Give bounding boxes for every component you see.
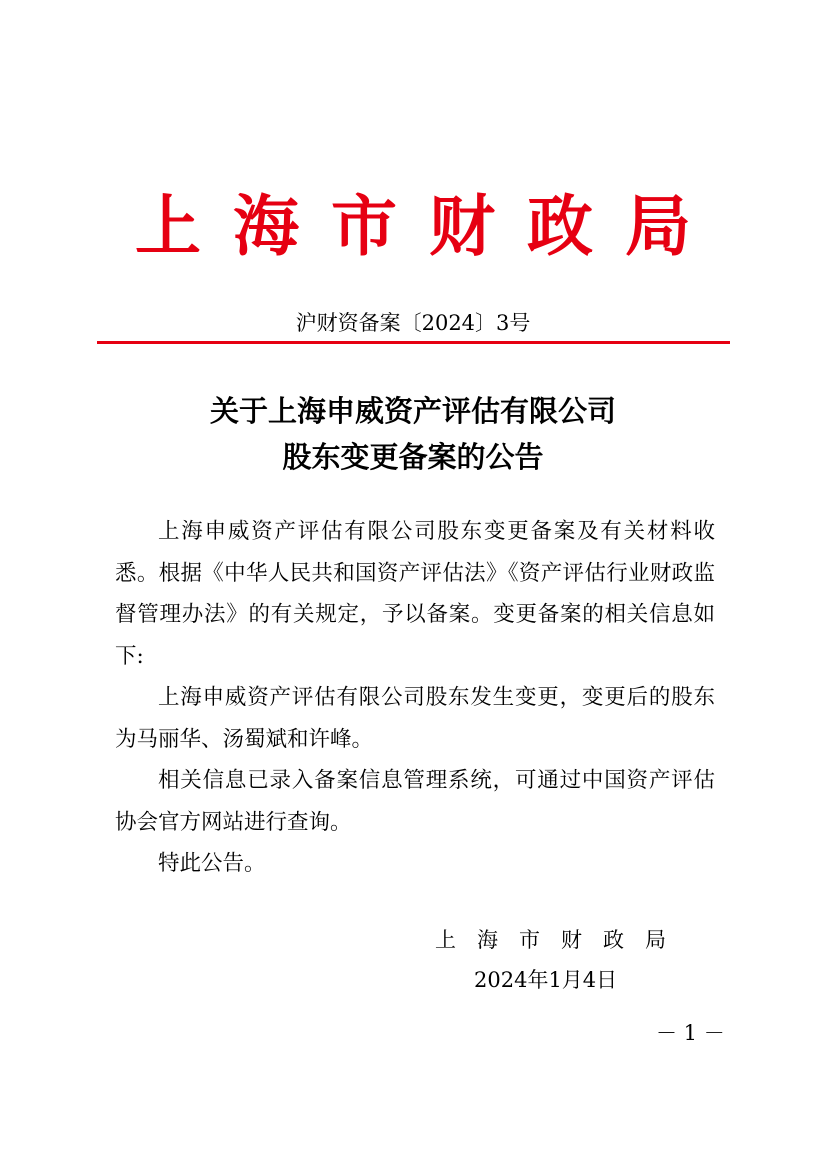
body-paragraph: 相关信息已录入备案信息管理系统，可通过中国资产评估协会官方网站进行查询。	[115, 768, 715, 835]
body-paragraph: 特此公告。	[158, 851, 266, 876]
notice-title-line-1: 关于上海申威资产评估有限公司	[209, 394, 616, 428]
masthead-title: 上海市财政局	[135, 187, 723, 265]
issuer-signature: 上海市财政局	[435, 928, 687, 952]
notice-body	[115, 511, 715, 885]
notice-title	[0, 388, 826, 480]
page-number: － 1 －	[656, 1021, 725, 1045]
red-divider-line	[97, 341, 730, 344]
body-paragraph: 上海申威资产评估有限公司股东发生变更，变更后的股东为马丽华、汤蜀斌和许峰。	[115, 685, 715, 752]
issue-date: 2024年1月4日	[474, 968, 618, 992]
document-number: 沪财资备案〔2024〕3号	[295, 311, 531, 335]
body-paragraph: 上海申威资产评估有限公司股东变更备案及有关材料收悉。根据《中华人民共和国资产评估法》《资产评估行业财政监督管理办法》的有关规定，予以备案。变更备案的相关信息如下:	[115, 519, 715, 669]
notice-title-line-2: 股东变更备案的公告	[282, 440, 544, 474]
